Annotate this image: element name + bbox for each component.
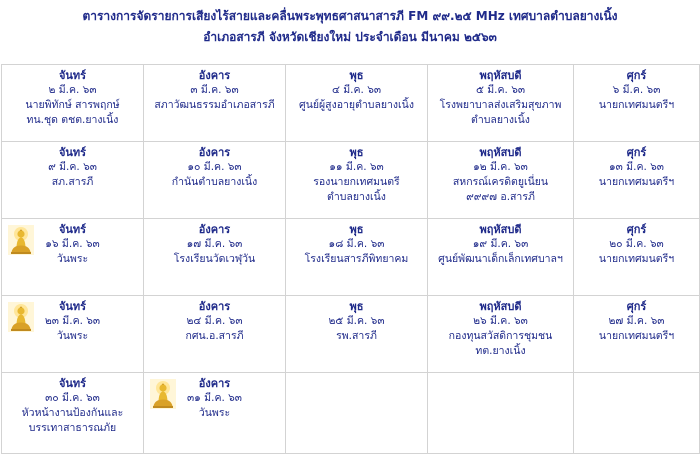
date-label: ๔ มี.ค. ๖๓ [331, 84, 382, 96]
day-name: จันทร์ [58, 223, 87, 236]
day-name: ศุกร์ [626, 223, 647, 236]
day-name: อังคาร [198, 300, 231, 313]
schedule-cell [144, 65, 286, 142]
program-host: สภ.สารภี [51, 176, 94, 188]
schedule-cell [144, 296, 286, 373]
schedule-cell [574, 296, 700, 373]
week-row [2, 142, 700, 219]
schedule-cell [144, 142, 286, 219]
date-label: ๙ มี.ค. ๖๓ [48, 161, 97, 173]
program-host: นายกเทศมนตรีฯ [598, 330, 675, 342]
day-name: อังคาร [198, 223, 231, 236]
program-host: ศูนย์ผู้สูงอายุตำบลยางเนิ้ง [299, 99, 414, 111]
day-name: พุธ [349, 223, 364, 236]
week-row [2, 373, 700, 454]
week-row [2, 65, 700, 142]
program-host: วันพระ [56, 253, 89, 265]
program-host: นายกเทศมนตรีฯ [598, 99, 675, 111]
schedule-cell [144, 219, 286, 296]
document-subtitle: อำเภอสารภี จังหวัดเชียงใหม่ ประจำเดือน มีนาคม ๒๕๖๓ [203, 30, 497, 44]
date-label: ๑๐ มี.ค. ๖๓ [187, 161, 242, 173]
program-host: ศูนย์พัฒนาเด็กเล็กเทศบาลฯ [438, 253, 563, 265]
day-name: พฤหัสบดี [479, 146, 522, 159]
program-host: โรงเรียนวัดเวฬุวัน [173, 253, 256, 265]
date-label: ๑๒ มี.ค. ๖๓ [473, 161, 528, 173]
program-host: ๙๙๙๗ อ.สารภี [466, 191, 535, 203]
schedule-cell [286, 296, 428, 373]
schedule-cell [428, 65, 574, 142]
day-name: อังคาร [198, 69, 231, 82]
empty-cell [574, 373, 700, 454]
program-host: บรรเทาสาธารณภัย [28, 422, 117, 434]
date-label: ๑๘ มี.ค. ๖๓ [328, 238, 385, 250]
program-host: ตำบลยางเนิ้ง [471, 114, 530, 126]
program-host: สหกรณ์เครดิตยูเนี่ยน [452, 176, 549, 188]
program-host: วันพระ [56, 330, 89, 342]
program-host: สภาวัฒนธรรมอำเภอสารภี [154, 99, 275, 111]
date-label: ๓๐ มี.ค. ๖๓ [45, 392, 100, 404]
schedule-cell [286, 219, 428, 296]
buddha-icon [150, 379, 176, 409]
schedule-table [1, 64, 700, 454]
program-host: นายกเทศมนตรีฯ [598, 176, 675, 188]
program-host: กศน.อ.สารภี [185, 330, 244, 342]
document-header [0, 0, 700, 60]
program-host: กองทุนสวัสดิการชุมชน [448, 330, 553, 342]
date-label: ๒๕ มี.ค. ๖๓ [328, 315, 385, 327]
program-host: หัวหน้างานป้องกันและ [21, 407, 124, 419]
program-host: ตำบลยางเนิ้ง [327, 191, 386, 203]
schedule-cell [2, 142, 144, 219]
day-name: ศุกร์ [626, 300, 647, 313]
date-label: ๒๖ มี.ค. ๖๓ [473, 315, 528, 327]
day-name: พุธ [349, 69, 364, 82]
date-label: ๑๑ มี.ค. ๖๓ [329, 161, 384, 173]
empty-cell [428, 373, 574, 454]
schedule-cell [2, 65, 144, 142]
empty-cell [286, 373, 428, 454]
date-label: ๑๙ มี.ค. ๖๓ [472, 238, 529, 250]
date-label: ๓๑ มี.ค. ๖๓ [187, 392, 242, 404]
day-name: จันทร์ [58, 377, 87, 390]
day-name: จันทร์ [58, 69, 87, 82]
schedule-cell [428, 142, 574, 219]
day-name: พฤหัสบดี [479, 69, 522, 82]
date-label: ๒๗ มี.ค. ๖๓ [608, 315, 665, 327]
day-name: ศุกร์ [626, 69, 647, 82]
schedule-cell [574, 142, 700, 219]
day-name: ศุกร์ [626, 146, 647, 159]
date-label: ๒๓ มี.ค. ๖๓ [44, 315, 101, 327]
document-title: ตารางการจัดรายการเสียงไร้สายและคลื่นพระพุทธศาสนาสารภี FM ๙๙.๒๕ MHz เทศบาลตำบลยางเนิ้ง [82, 9, 618, 23]
week-row [2, 219, 700, 296]
program-host: รพ.สารภี [336, 330, 377, 342]
schedule-cell [2, 373, 144, 454]
schedule-cell [428, 219, 574, 296]
schedule-cell [574, 219, 700, 296]
date-label: ๒ มี.ค. ๖๓ [48, 84, 97, 96]
day-name: จันทร์ [58, 300, 87, 313]
date-label: ๕ มี.ค. ๖๓ [475, 84, 526, 96]
day-name: อังคาร [198, 377, 231, 390]
program-host: รองนายกเทศมนตรี [313, 176, 400, 188]
program-host: โรงพยาบาลส่งเสริมสุขภาพ [439, 99, 562, 111]
program-host: ทน.ชุด ตชต.ยางเนิ้ง [26, 114, 119, 126]
date-label: ๑๗ มี.ค. ๖๓ [186, 238, 243, 250]
buddha-icon [8, 225, 34, 255]
date-label: ๒๐ มี.ค. ๖๓ [609, 238, 664, 250]
program-host: ทต.ยางเนิ้ง [475, 345, 526, 357]
program-host: นายกเทศมนตรีฯ [598, 253, 675, 265]
program-host: วันพระ [198, 407, 231, 419]
date-label: ๑๖ มี.ค. ๖๓ [45, 238, 100, 250]
schedule-cell [2, 219, 144, 296]
date-label: ๓ มี.ค. ๖๓ [190, 84, 239, 96]
day-name: พุธ [349, 146, 364, 159]
schedule-cell [574, 65, 700, 142]
week-row [2, 296, 700, 373]
schedule-cell [286, 65, 428, 142]
schedule-cell [144, 373, 286, 454]
date-label: ๑๓ มี.ค. ๖๓ [609, 161, 664, 173]
date-label: ๒๔ มี.ค. ๖๓ [186, 315, 243, 327]
schedule-cell [286, 142, 428, 219]
date-label: ๖ มี.ค. ๖๓ [612, 84, 661, 96]
program-host: กำนันตำบลยางเนิ้ง [171, 176, 258, 188]
day-name: พุธ [349, 300, 364, 313]
schedule-cell [428, 296, 574, 373]
day-name: อังคาร [198, 146, 231, 159]
program-host: โรงเรียนสารภีพิทยาคม [304, 253, 409, 265]
day-name: พฤหัสบดี [479, 223, 522, 236]
schedule-cell [2, 296, 144, 373]
program-host: นายพิทักษ์ สารพฤกษ์ [25, 99, 120, 111]
day-name: พฤหัสบดี [479, 300, 522, 313]
buddha-icon [8, 302, 34, 332]
day-name: จันทร์ [58, 146, 87, 159]
